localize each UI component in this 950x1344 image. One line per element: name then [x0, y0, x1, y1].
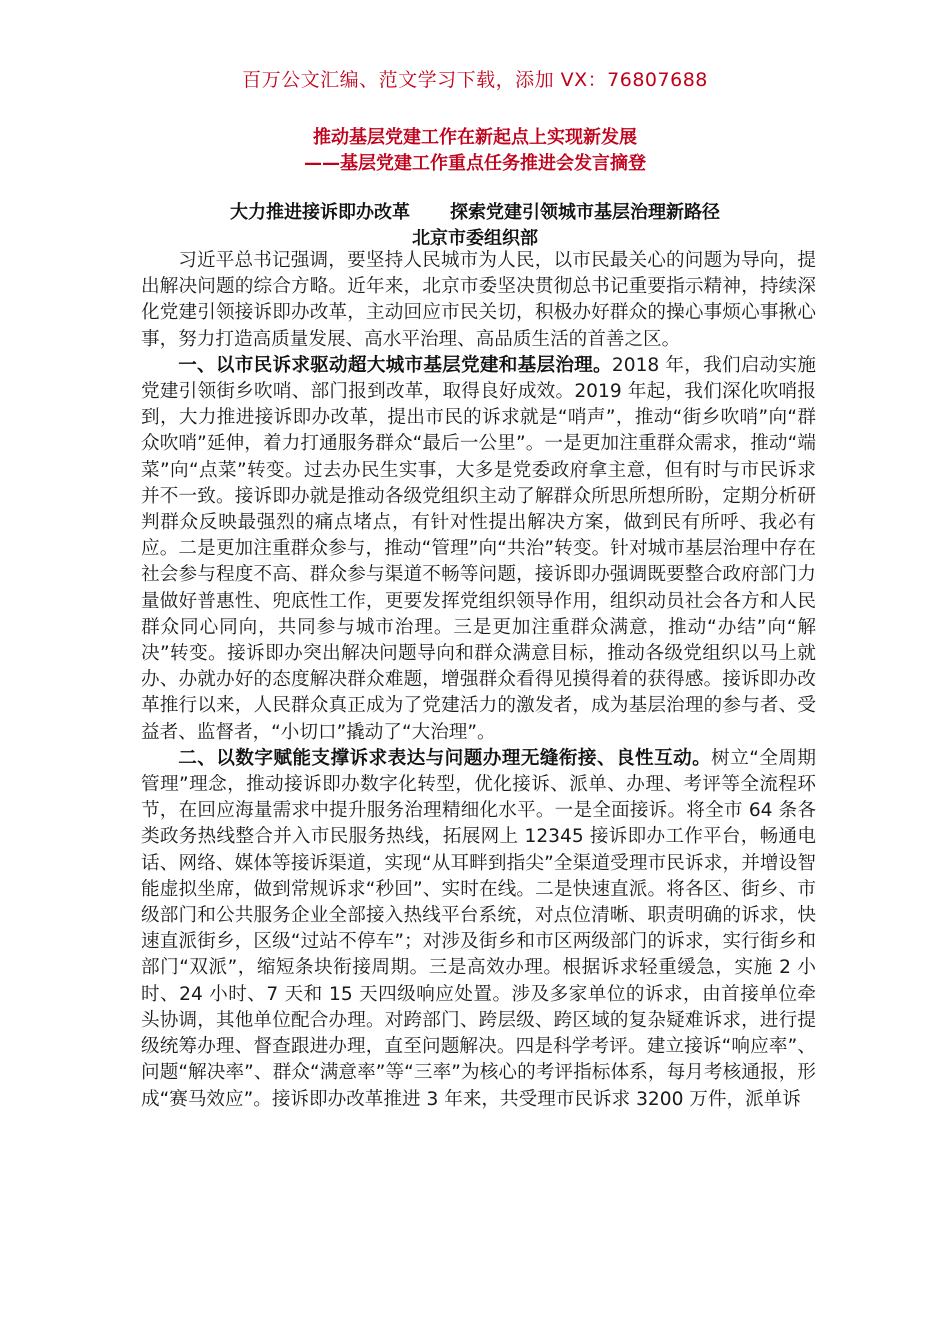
paragraph-intro-text: 习近平总书记强调，要坚持人民城市为人民，以市民最关心的问题为导向，提出解决问题的综合方略。近年来，北京市委坚决贯彻总书记重要指示精神，持续深化党建引领接诉即办改革，主动回应市民关切，积极办好群众的操心事烦心事揪心事，努力打造高质量发展、高水平治理、高品质生活的首善之区。: [141, 250, 816, 350]
promo-banner: 百万公文汇编、范文学习下载，添加 VX：76807688: [242, 69, 708, 91]
paragraph-section-two-text: 树立“全周期管理”理念，推动接诉即办数字化转型，优化接诉、派单、办理、考评等全流程环节，在回应海量需求中提升服务治理精细化水平。一是全面接诉。将全市 64 条各类政务热线整合并入市民服务热线，拓展网上 12345 接诉即办工作平台，畅通电话、网络、媒体等接诉渠道，实现“从耳畔到指尖”全渠道受理市民诉求，并增设智能虚拟坐席，做到常规诉求“秒回”、实时在线。二是快速直派。将各区、街乡、市级部门和公共服务企业全部接入热线平台系统，对点位清晰、职责明确的诉求，快速直派街乡，区级“过站不停车”；对涉及街乡和市区两级部门的诉求，实行街乡和部门“双派”，缩短条块衔接周期。三是高效办理。根据诉求轻重缓急，实施 2 小时、24 小时、7 天和 15 天四级响应处置。涉及多家单位的诉求，由首接单位牵头协调，其他单位配合办理。对跨部门、跨层级、跨区域的复杂疑难诉求，进行提级统筹办理、督查跟进办理，直至问题解决。四是科学考评。建立接诉“响应率”、问题“解决率”、群众“满意率”等“三率”为核心的考评指标体系，每月考核通报，形成“赛马效应”。接诉即办改革推进 3 年来，共受理市民诉求 3200 万件，派单诉: [141, 747, 816, 1110]
paragraph-section-one-lead: 一、以市民诉求驱动超大城市基层党建和基层治理。: [178, 354, 612, 376]
paragraph-section-two: [141, 746, 816, 1113]
paragraph-section-two-lead: 二、以数字赋能支撑诉求表达与问题办理无缝衔接、良性互动。: [178, 747, 712, 769]
section-heading-right: 探索党建引领城市基层治理新路径: [450, 202, 720, 223]
document-title: 推动基层党建工作在新起点上实现新发展: [313, 127, 637, 148]
paragraph-section-one-text: 2018 年，我们启动实施党建引领街乡吹哨、部门报到改革，取得良好成效。2019 年起，我们深化吹哨报到，大力推进接诉即办改革，提出市民的诉求就是“哨声”，推动“街乡吹哨”向“群众吹哨”延伸，着力打通服务群众“最后一公里”。一是更加注重群众需求，推动“端菜”向“点菜”转变。过去办民生实事，大多是党委政府拿主意，但有时与市民诉求并不一致。接诉即办就是推动各级党组织主动了解群众所思所想所盼，定期分析研判群众反映最强烈的痛点堵点，有针对性提出解决方案，做到民有所呼、我必有应。二是更加注重群众参与，推动“管理”向“共治”转变。针对城市基层治理中存在社会参与程度不高、群众参与渠道不畅等问题，接诉即办强调既要整合政府部门力量做好普惠性、兜底性工作，更要发挥党组织领导作用，组织动员社会各方和人民群众同心同向，共同参与城市治理。三是更加注重群众满意，推动“办结”向“解决”转变。接诉即办突出解决问题导向和群众满意目标，推动各级党组织以马上就办、办就办好的态度解决群众难题，增强群众看得见摸得着的获得感。接诉即办改革推行以来，人民群众真正成为了党建活力的激发者，成为基层治理的参与者、受益者、监督者，“小切口”撬动了“大治理”。: [141, 354, 816, 743]
section-heading-left: 大力推进接诉即办改革: [230, 202, 410, 223]
article-body: [141, 248, 816, 1113]
paragraph-intro: [141, 248, 816, 353]
document-subtitle: ——基层党建工作重点任务推进会发言摘登: [304, 153, 646, 174]
section-heading: [0, 200, 950, 226]
paragraph-section-one: [141, 353, 816, 746]
section-author: 北京市委组织部: [412, 228, 538, 249]
